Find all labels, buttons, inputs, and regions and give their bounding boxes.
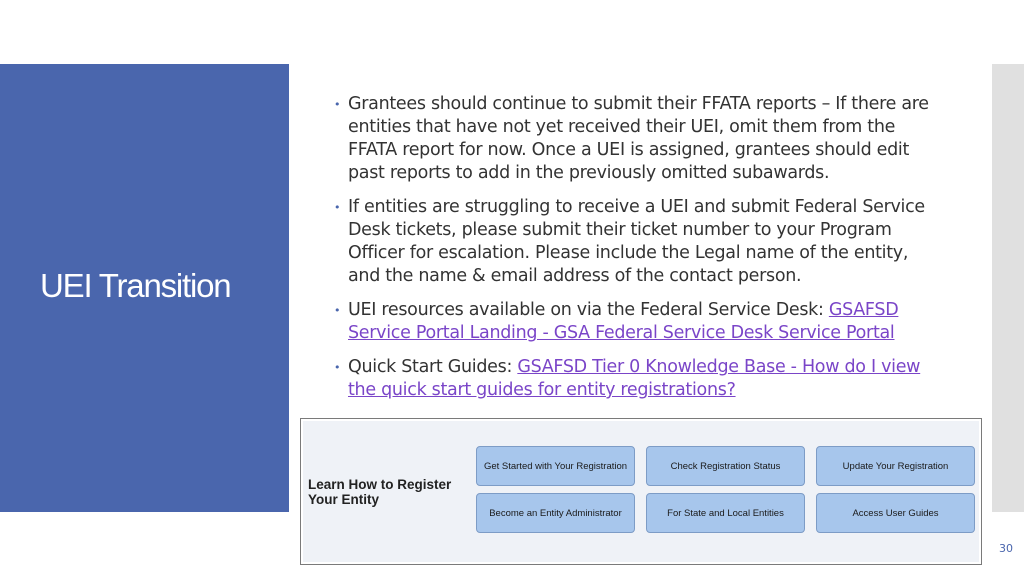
bullet-dot-icon: • <box>334 98 341 111</box>
registration-heading: Learn How to Register Your Entity <box>308 477 452 507</box>
knowledge-base-link[interactable]: GSAFSD Tier 0 Knowledge Base - How do I view the quick start guides for entity registrations? <box>348 357 921 400</box>
bullet-text: Quick Start Guides: <box>348 357 518 377</box>
bullet-item-quick-start <box>334 356 942 402</box>
bullet-item-escalation <box>334 196 942 288</box>
bullet-item-resources <box>334 299 942 345</box>
state-local-entities-button[interactable]: For State and Local Entities <box>646 493 805 533</box>
update-registration-button[interactable]: Update Your Registration <box>816 446 975 486</box>
page-number: 30 <box>999 542 1013 555</box>
right-side-bar <box>992 64 1024 512</box>
bullet-item-ffata <box>334 93 942 185</box>
get-started-button[interactable]: Get Started with Your Registration <box>476 446 635 486</box>
bullet-text: If entities are struggling to receive a UEI and submit Federal Service Desk tickets, please submit their ticket number to your Program Officer for escalation. Please include the Legal name of the entity, and the name & email address of the contact person. <box>348 197 925 286</box>
bullet-list <box>334 93 942 413</box>
service-portal-link[interactable]: GSAFSD Service Portal Landing - GSA Federal Service Desk Service Portal <box>348 300 899 343</box>
bullet-dot-icon: • <box>334 201 341 214</box>
become-administrator-button[interactable]: Become an Entity Administrator <box>476 493 635 533</box>
check-status-button[interactable]: Check Registration Status <box>646 446 805 486</box>
slide-title: UEI Transition <box>40 267 231 304</box>
access-user-guides-button[interactable]: Access User Guides <box>816 493 975 533</box>
bullet-text: UEI resources available on via the Federal Service Desk: <box>348 300 829 320</box>
registration-panel-background <box>303 421 979 562</box>
bullet-dot-icon: • <box>334 361 341 374</box>
bullet-text: Grantees should continue to submit their FFATA reports – If there are entities that have not yet received their UEI, omit them from the FFATA report for now. Once a UEI is assigned, grantees should edit past reports to add in the previously omitted subawards. <box>348 94 929 183</box>
registration-screenshot-panel <box>300 418 982 565</box>
bullet-dot-icon: • <box>334 304 341 317</box>
